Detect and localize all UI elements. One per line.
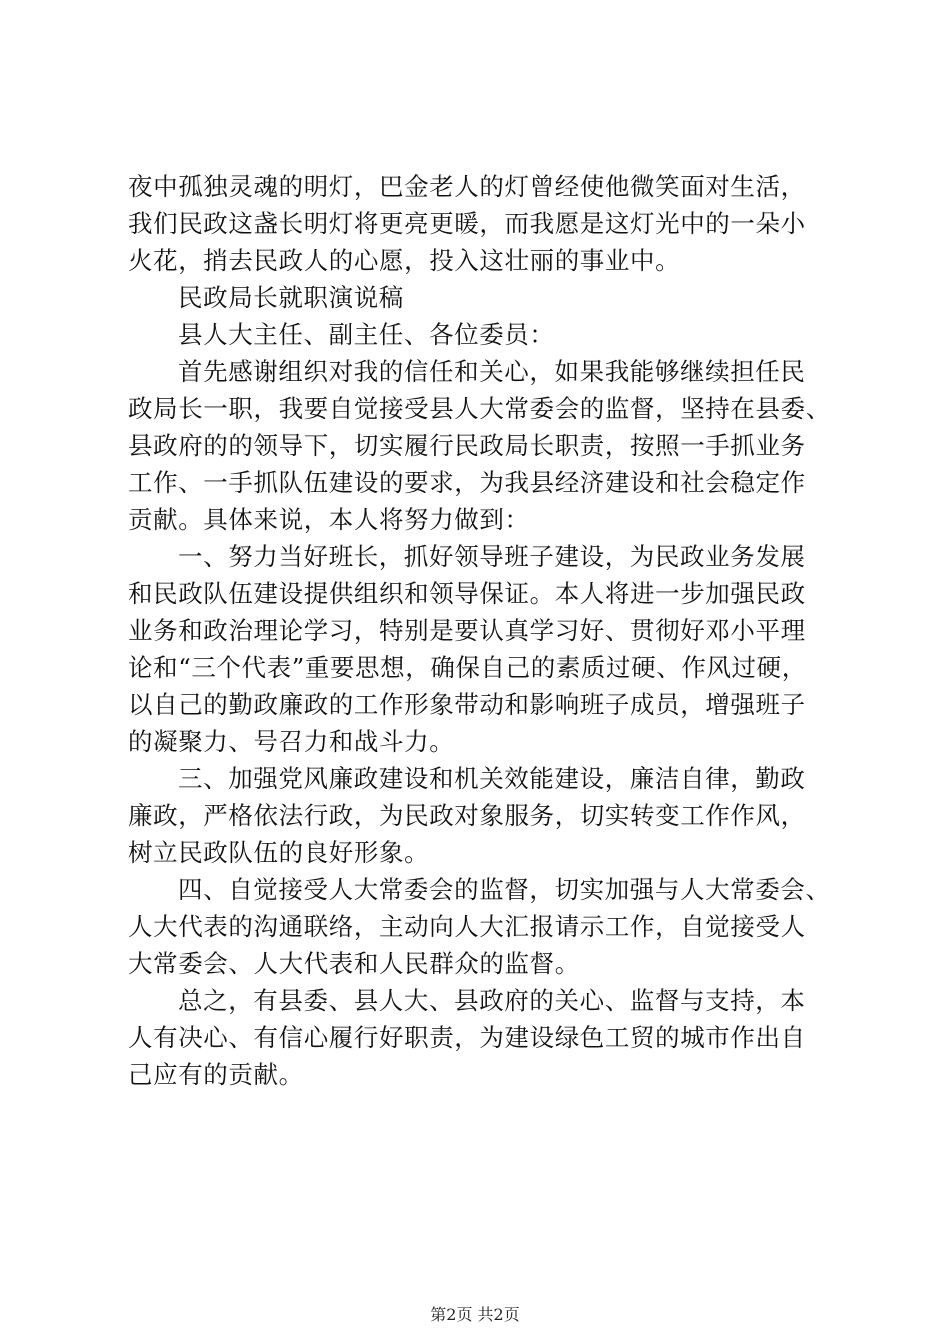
text-line: 以自己的勤政廉政的工作形象带动和影响班子成员，增强班子 xyxy=(128,690,806,719)
text-line: 首先感谢组织对我的信任和关心，如果我能够继续担任民 xyxy=(178,357,806,386)
text-line: 四、自觉接受人大常委会的监督，切实加强与人大常委会、 xyxy=(178,875,831,904)
text-line: 树立民政队伍的良好形象。 xyxy=(128,838,430,867)
document-title: 民政局长就职演说稿 xyxy=(178,283,404,312)
text-line: 夜中孤独灵魂的明灯，巴金老人的灯曾经使他微笑面对生活， xyxy=(128,172,806,201)
text-line: 我们民政这盏长明灯将更亮更暖，而我愿是这灯光中的一朵小 xyxy=(128,209,806,238)
text-line: 政局长一职，我要自觉接受县人大常委会的监督，坚持在县委、 xyxy=(128,394,831,423)
text-line: 论和“三个代表”重要思想，确保自己的素质过硬、作风过硬， xyxy=(128,653,807,682)
text-line: 一、努力当好班长，抓好领导班子建设，为民政业务发展 xyxy=(178,542,806,571)
salutation: 县人大主任、副主任、各位委员： xyxy=(178,320,555,349)
text-line: 业务和政治理论学习，特别是要认真学习好、贯彻好邓小平理 xyxy=(128,616,806,645)
page-number-footer: 第2页 共2页 xyxy=(430,1305,520,1324)
text-line: 总之，有县委、县人大、县政府的关心、监督与支持，本 xyxy=(178,986,806,1015)
text-line: 三、加强党风廉政建设和机关效能建设，廉洁自律，勤政 xyxy=(178,764,806,793)
text-line: 人有决心、有信心履行好职责，为建设绿色工贸的城市作出自 xyxy=(128,1023,806,1052)
text-line: 大常委会、人大代表和人民群众的监督。 xyxy=(128,949,580,978)
text-line: 己应有的贡献。 xyxy=(128,1060,304,1089)
text-line: 贡献。具体来说，本人将努力做到： xyxy=(128,505,530,534)
text-line: 工作、一手抓队伍建设的要求，为我县经济建设和社会稳定作 xyxy=(128,468,806,497)
text-line: 和民政队伍建设提供组织和领导保证。本人将进一步加强民政 xyxy=(128,579,806,608)
text-line: 人大代表的沟通联络，主动向人大汇报请示工作，自觉接受人 xyxy=(128,912,806,941)
text-line: 的凝聚力、号召力和战斗力。 xyxy=(128,727,455,756)
text-line: 火花，捎去民政人的心愿，投入这壮丽的事业中。 xyxy=(128,246,681,275)
document-body xyxy=(128,168,838,1093)
text-line: 县政府的的领导下，切实履行民政局长职责，按照一手抓业务 xyxy=(128,431,806,460)
text-line: 廉政，严格依法行政，为民政对象服务，切实转变工作作风， xyxy=(128,801,806,830)
